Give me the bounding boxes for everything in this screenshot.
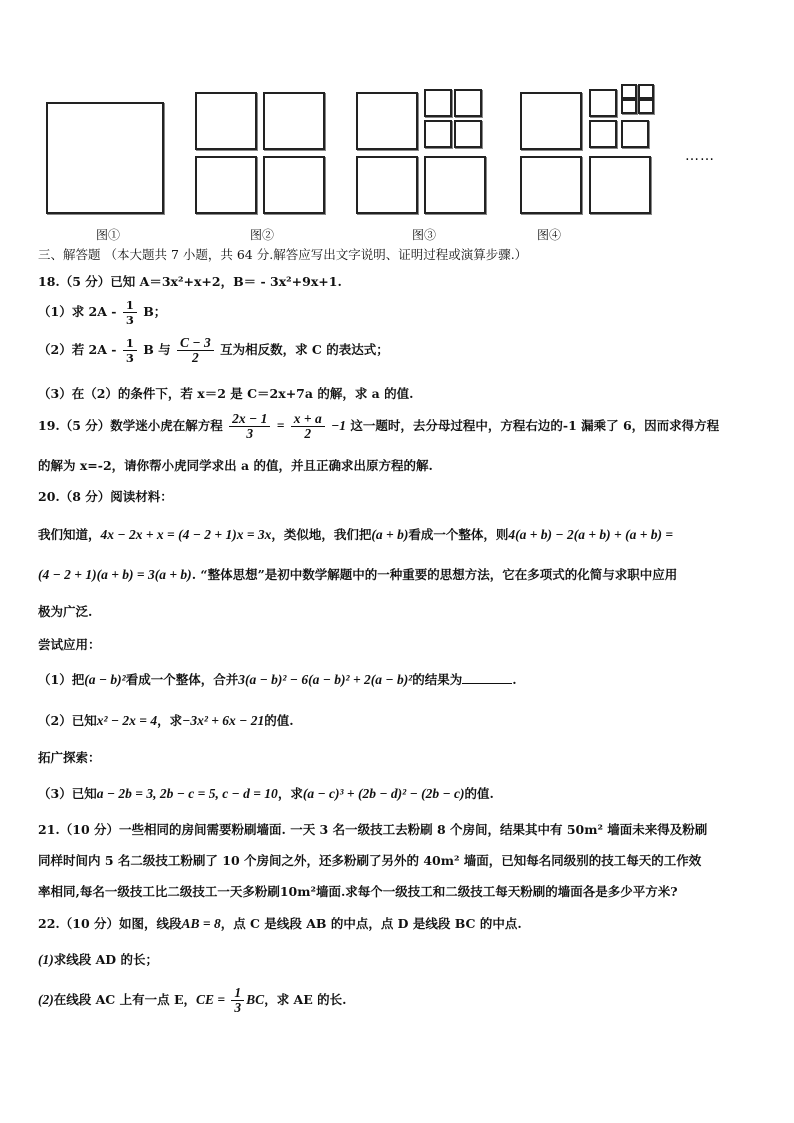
q20-part1 [38, 670, 517, 688]
figure-3-square [424, 120, 452, 148]
figure-row [0, 80, 794, 250]
q20-p2-mid: ，求 [157, 713, 183, 728]
q18-part2 [38, 336, 389, 365]
q18-part1-post: B； [143, 304, 167, 319]
q22-head-pre: 22.（10 分）如图，线段 [38, 916, 182, 931]
math-expression: (a − c)³ + (2b − d)² − (2b − c) [302, 786, 465, 801]
q19-post: 这一题时，去分母过程中，方程右边的-1 漏乘了 6，因而求得方程 [350, 418, 720, 433]
q20-p1-end: . [512, 672, 517, 687]
q22-p2-post: ，求 AE 的长. [264, 992, 347, 1007]
frac-den: 2 [191, 350, 199, 365]
q20-p3-mid: ，求 [277, 786, 303, 801]
fraction-2x-minus-1-over-3 [229, 412, 270, 441]
figure-4-square [621, 120, 649, 148]
math-expression: x² − 2x = 4 [96, 713, 158, 728]
q20-p3-post: 的值. [464, 786, 494, 801]
q22-head-post: ，点 C 是线段 AB 的中点，点 D 是线段 BC 的中点. [220, 916, 522, 931]
figure-2-square [195, 156, 257, 214]
q18-part2-pre: （2）若 2A - [38, 342, 117, 357]
q21-line3: 率相同,每名一级技工比二级技工一天多粉刷10m²墙面.求每个一级技工和二级技工每天粉刷的墙面各是多少平方米? [38, 884, 678, 899]
math-expression: a − 2b = 3, 2b − c = 5, c − d = 10 [96, 786, 278, 801]
q20-line3: 极为广泛. [38, 604, 93, 619]
q20-line1 [38, 525, 673, 543]
figure-3-square [424, 89, 452, 117]
q21-line2: 同样时间内 5 名二级技工粉刷了 10 个房间之外，还多粉刷了另外的 40m² 墙面，已知每名同级别的技工每天的工作效 [38, 853, 702, 868]
part-number: (1) [38, 952, 54, 967]
figure-4-square [520, 156, 582, 214]
q20-l1-mid: ，类似地，我们把 [271, 527, 372, 542]
figure-4-caption: 图④ [537, 228, 562, 242]
q20-l2-post: . “整体思想”是初中数学解题中的一种重要的思想方法，它在多项式的化简与求职中应用 [191, 567, 678, 582]
figure-4-square [638, 99, 654, 114]
frac-den: 3 [125, 351, 134, 365]
figure-3-square [424, 156, 486, 214]
math-expression: 3(a − b)² − 6(a − b)² + 2(a − b)² [238, 672, 413, 687]
q22-p2-pre: 在线段 AC 上有一点 E， [53, 992, 196, 1007]
frac-num: 1 [231, 986, 244, 1001]
fraction-one-third [123, 298, 137, 327]
frac-den: 3 [246, 426, 254, 441]
q20-explore-heading: 拓广探索： [38, 750, 101, 765]
part-number: (2) [38, 992, 54, 1007]
figure-3-square [454, 89, 482, 117]
q22-head [38, 914, 522, 932]
q20-head: 20.（8 分）阅读材料： [38, 489, 173, 504]
math-expression: CE = [195, 992, 226, 1007]
fraction-c-minus-3-over-2 [177, 336, 214, 365]
figure-3-square [356, 92, 418, 150]
q20-p1-post: 的结果为 [412, 672, 463, 687]
figure-4-square [589, 120, 617, 148]
q20-p2-pre: （2）已知 [38, 713, 97, 728]
math-expression: (4 − 2 + 1)(a + b) = 3(a + b) [38, 567, 192, 582]
frac-num: 1 [123, 298, 137, 313]
math-expression: −3x² + 6x − 21 [182, 713, 265, 728]
q18-part3: （3）在（2）的条件下，若 x＝2 是 C＝2x+7a 的解，求 a 的值. [38, 386, 414, 401]
q20-part2 [38, 711, 294, 729]
frac-num: 1 [123, 336, 137, 351]
frac-num: C − 3 [177, 336, 214, 351]
figure-1-square [46, 102, 164, 214]
q22-part1 [38, 950, 158, 968]
figure-2-square [195, 92, 257, 150]
q18-part2-mid: B 与 [143, 342, 171, 357]
math-expression: AB = 8 [181, 916, 221, 931]
q20-p2-post: 的值. [264, 713, 294, 728]
q22-part2 [38, 986, 346, 1015]
figure-2-square [263, 92, 325, 150]
q19-pre: 19.（5 分）数学迷小虎在解方程 [38, 418, 223, 433]
q20-p1-mid: 看成一个整体，合并 [125, 672, 239, 687]
frac-den: 3 [234, 1000, 242, 1015]
figure-3-caption: 图③ [412, 228, 437, 242]
q21-line1: 21.（10 分）一些相同的房间需要粉刷墙面. 一天 3 名一级技工去粉刷 8 个房间，结果其中有 50m² 墙面未来得及粉刷 [38, 822, 708, 837]
q22-p1: 求线段 AD 的长； [53, 952, 158, 967]
q20-p1-pre: （1）把 [38, 672, 85, 687]
figure-1-caption: 图① [96, 228, 121, 242]
q20-l1-mid2: 看成一个整体，则 [408, 527, 509, 542]
equals-sign: = [276, 418, 285, 433]
answer-blank[interactable] [462, 671, 512, 684]
q20-line2 [38, 565, 677, 583]
fraction-x-plus-a-over-2 [291, 412, 325, 441]
figure-4-square [638, 84, 654, 99]
figure-4-square [621, 84, 637, 99]
fraction-one-third [231, 986, 244, 1015]
q18-part1-pre: （1）求 2A - [38, 304, 117, 319]
figure-4-square [589, 89, 617, 117]
q20-try-heading: 尝试应用： [38, 637, 101, 652]
figure-4-square [589, 156, 651, 214]
figure-2-square [263, 156, 325, 214]
q20-p3-pre: （3）已知 [38, 786, 97, 801]
figure-4-square [520, 92, 582, 150]
q19-line1 [38, 412, 719, 441]
math-expression: 4x − 2x + x = (4 − 2 + 1)x = 3x [100, 527, 272, 542]
fraction-one-third [123, 336, 137, 365]
frac-den: 3 [125, 313, 134, 327]
q20-l1-pre: 我们知道， [38, 527, 101, 542]
figure-4-square [621, 99, 637, 114]
figure-2-caption: 图② [250, 228, 275, 242]
math-expression: 4(a + b) − 2(a + b) + (a + b) = [508, 527, 674, 542]
q18-part2-post: 互为相反数，求 C 的表达式； [220, 342, 389, 357]
minus-one: −1 [331, 418, 347, 433]
q20-part3 [38, 784, 494, 802]
q19-line2: 的解为 x=-2，请你帮小虎同学求出 a 的值，并且正确求出原方程的解. [38, 458, 433, 473]
q18-part1 [38, 298, 166, 327]
math-expression: (a − b)² [84, 672, 126, 687]
figure-ellipsis: …… [685, 148, 715, 164]
q18-head: 18.（5 分）已知 A＝3x²+x+2，B＝ - 3x²+9x+1. [38, 274, 342, 289]
frac-num: x + a [291, 412, 325, 427]
math-expression: BC [246, 992, 265, 1007]
frac-den: 2 [304, 426, 312, 441]
math-expression: (a + b) [371, 527, 409, 542]
figure-3-square [454, 120, 482, 148]
figure-3-square [356, 156, 418, 214]
section-title: 三、解答题 （本大题共 7 小题，共 64 分.解答应写出文字说明、证明过程或演算步骤.） [38, 247, 528, 262]
frac-num: 2x − 1 [229, 412, 270, 427]
